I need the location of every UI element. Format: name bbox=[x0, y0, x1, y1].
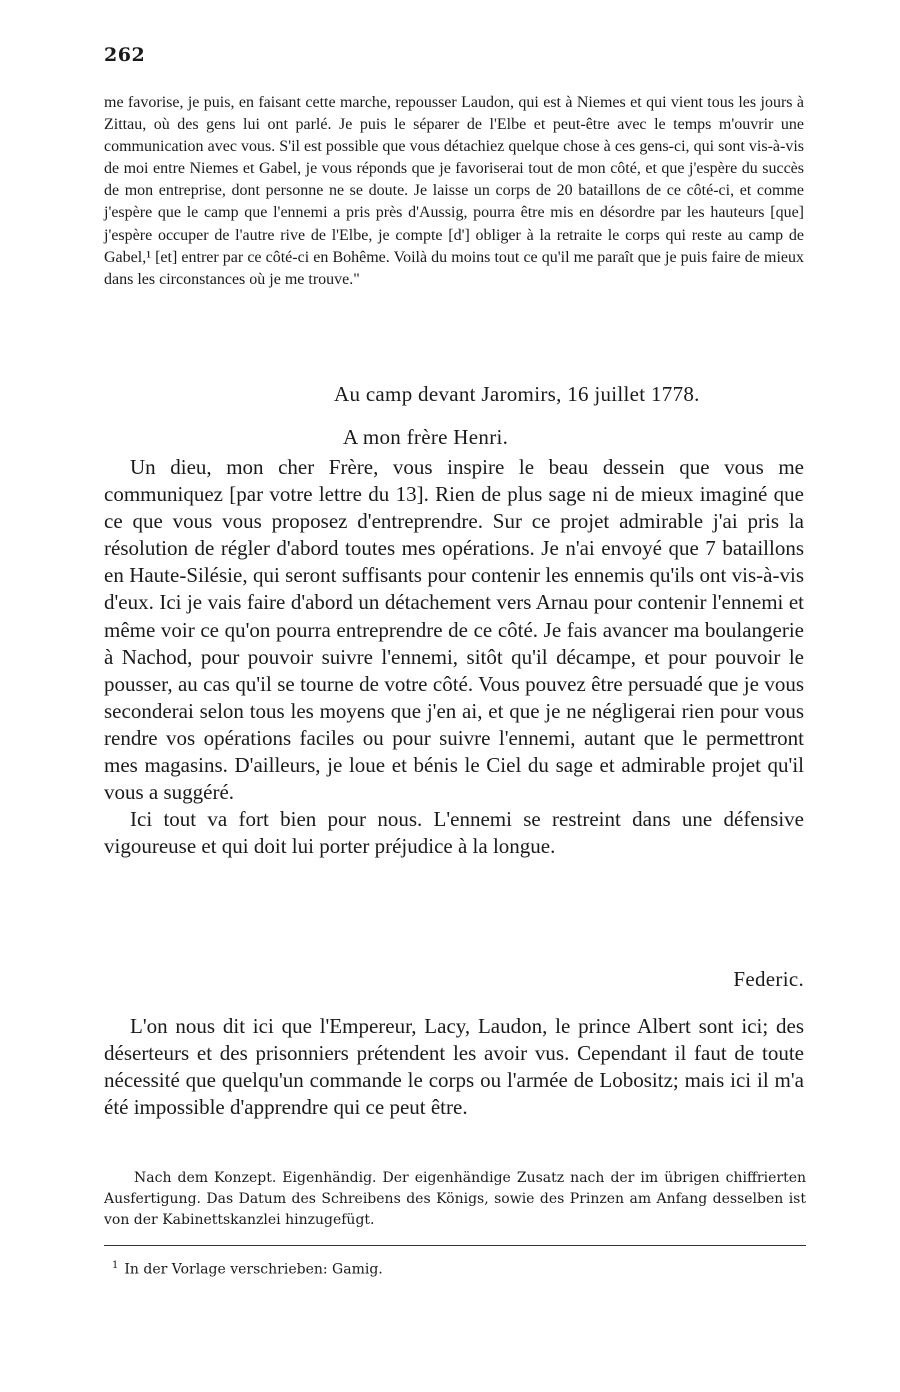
footnote-divider bbox=[104, 1245, 806, 1246]
footnote bbox=[112, 1256, 383, 1280]
previous-letter-text: me favorise, je puis, en faisant cette marche, repousser Laudon, qui est à Niemes et qui vient tous les jours à Zittau, où des gens lui ont parlé. Je puis le séparer de l'Elbe et peut-être avec le temps m'ouvrir une communication avec vous. S'il est possible que vous détachiez quelque chose à ces gens-ci, qui sont vis-à-vis de moi entre Niemes et Gabel, je vous réponds que je favoriserai tout de mon côté, et que j'espère du succès de mon entreprise, dont personne ne se doute. Je laisse un corps de 20 bataillons de ce côté-ci, et comme j'espère que le camp que l'ennemi a pris près d'Aussig, pourra être mis en désordre par les hauteurs [que] j'espère occuper de l'autre rive de l'Elbe, je compte [d'] obliger à la retraite le corps qui reste au camp de Gabel,¹ [et] entrer par ce côté-ci en Bohême. Voilà du moins tout ce qu'il me paraît que je puis faire de mieux dans les circonstances où je me trouve." bbox=[104, 94, 804, 288]
page-number: 262 bbox=[104, 44, 146, 66]
letter-paragraph: Un dieu, mon cher Frère, vous inspire le beau dessein que vous me communiquez [par votre lettre du 13]. Rien de plus sage ni de mieux imaginé que ce que vous vous proposez d'entreprendre. Sur ce projet admirable j'ai pris la résolution de régler d'abord toutes mes opérations. Je n'ai envoyé que 7 bataillons en Haute-Silésie, qui seront suffisants pour contenir les ennemis qu'ils ont vis-à-vis d'eux. Ici je vais faire d'abord un détachement vers Arnau pour contenir l'ennemi et même voir ce qu'on pourra entreprendre de ce côté. Je fais avancer ma boulangerie à Nachod, pour pouvoir suivre l'ennemi, sitôt qu'il décampe, et pour pouvoir le pousser, au cas qu'il se tourne de votre côté. Vous pouvez être persuadé que je vous seconderai selon tous les moyens que j'en ai, et que je ne négligerai rien pour vous rendre vos opérations faciles ou pour suivre l'ennemi, autant que le permettront mes magasins. D'ailleurs, je loue et bénis le Ciel du sage et admirable projet qu'il vous a suggéré. bbox=[104, 455, 804, 805]
letter-dateline: Au camp devant Jaromirs, 16 juillet 1778. bbox=[334, 382, 700, 406]
letter-address: A mon frère Henri. bbox=[343, 425, 509, 449]
letter-signature: Federic. bbox=[733, 967, 804, 991]
editorial-note-text: Nach dem Konzept. Eigenhändig. Der eigenhändige Zusatz nach der im übrigen chiffrierten Ausfertigung. Das Datum des Schreibens des Königs, sowie des Prinzen am Anfang desselben ist von der Kabinettskanzlei hinzugefügt. bbox=[104, 1170, 806, 1228]
postscript-paragraph: L'on nous dit ici que l'Empereur, Lacy, Laudon, le prince Albert sont ici; des déserteurs et des prisonniers prétendent les avoir vus. Cependant il faut de toute nécessité que quelqu'un commande le corps ou l'armée de Lobositz; mais ici il m'a été impossible d'apprendre qui ce peut être. bbox=[104, 1014, 804, 1120]
footnote-marker: 1 bbox=[112, 1260, 119, 1271]
letter-postscript bbox=[104, 1013, 804, 1121]
editorial-note bbox=[104, 1168, 806, 1231]
letter-paragraph: Ici tout va fort bien pour nous. L'ennemi se restreint dans une défensive vigoureuse et qui doit lui porter préjudice à la longue. bbox=[104, 807, 804, 859]
previous-letter-end bbox=[104, 92, 804, 291]
footnote-text: In der Vorlage verschrieben: Gamig. bbox=[124, 1261, 383, 1278]
letter-body bbox=[104, 454, 804, 860]
